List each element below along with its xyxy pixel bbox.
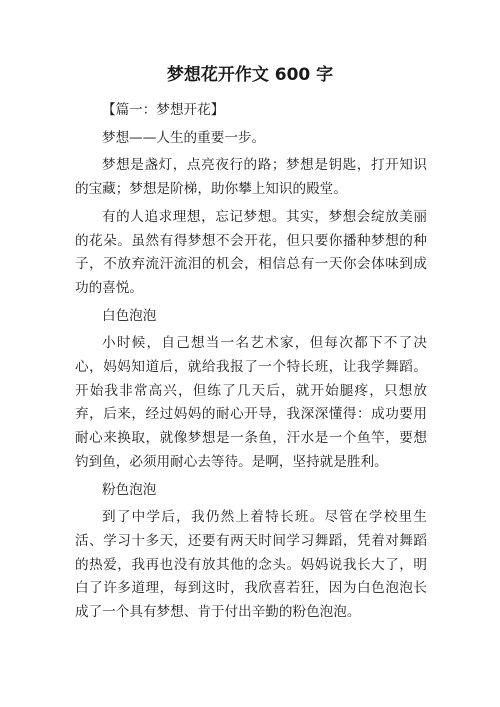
page-title: 梦想花开作文 600 字 — [166, 65, 334, 85]
paragraph: 小时候，自己想当一名艺术家，但每次都下不了决心，妈妈知道后，就给我报了一个特长班，让我学舞蹈。开始我非常高兴，但练了几天后，就开始腿疼，只想放弃，后来，经过妈妈的耐心开导，我深深懂得：成功要用耐心来换取，就像梦想是一条鱼，汗水是一个鱼竿，要想钓到鱼，必须用耐心去等待。是啊，坚持就是胜利。 — [75, 335, 427, 470]
paragraph: 有的人追求理想，忘记梦想。其实，梦想会绽放美丽的花朵。虽然有得梦想不会开花，但只要你播种梦想的种子，不放弃流汗流泪的机会，相信总有一天你会体味到成功的喜悦。 — [75, 208, 427, 296]
section-heading: 【篇一：梦想开花】 — [102, 102, 225, 118]
subheading-pink-bubble: 粉色泡泡 — [102, 481, 157, 498]
article-body — [75, 99, 427, 629]
paragraph: 梦想——人生的重要一步。 — [102, 129, 266, 146]
paragraph: 梦想是盏灯，点亮夜行的路；梦想是钥匙，打开知识的宝藏；梦想是阶梯，助你攀上知识的殿堂。 — [75, 157, 427, 198]
subheading-white-bubble: 白色泡泡 — [102, 307, 157, 324]
paragraph: 到了中学后，我仍然上着特长班。尽管在学校里生活、学习十多天，还要有两天时间学习舞蹈，凭着对舞蹈的热爱，我再也没有放其他的念头。妈妈说我长大了，明白了许多道理，每到这时，我欣喜若狂，因为白色泡泡长成了一个具有梦想、肯于付出辛勤的粉色泡泡。 — [75, 509, 427, 621]
